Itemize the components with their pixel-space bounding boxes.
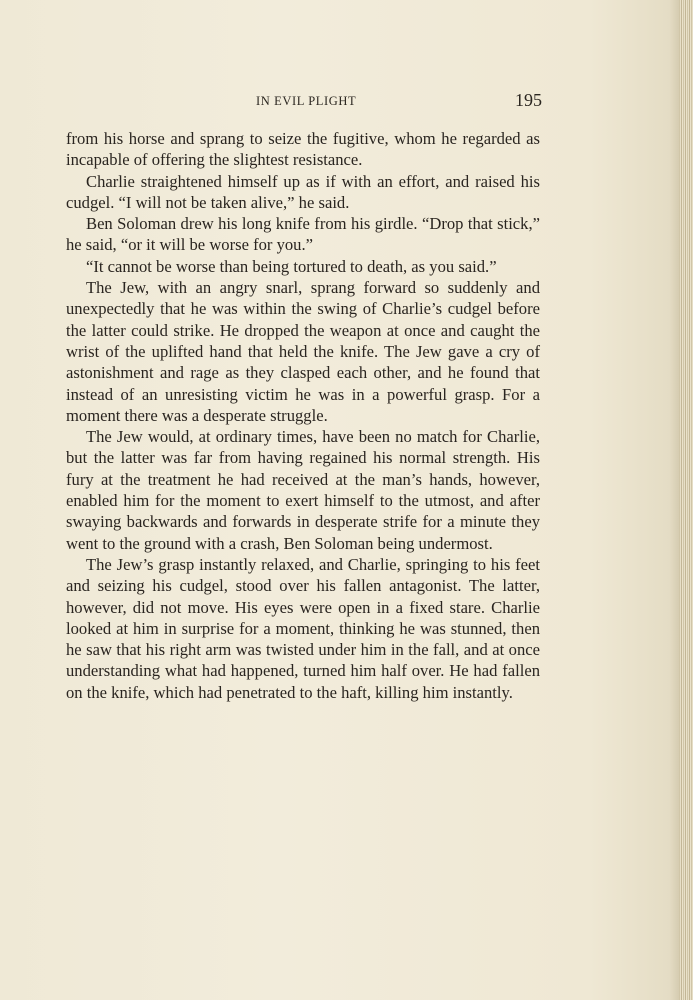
- running-head: [66, 92, 542, 114]
- paragraph-1: from his horse and sprang to seize the fugitive, whom he regarded as incapable of offering the slightest resistance.: [66, 129, 540, 170]
- body-text: [66, 128, 540, 703]
- paragraph-6: The Jew would, at ordinary times, have been no match for Charlie, but the latter was far from having regained his normal strength. His fury at the treatment he had received at the man’s hands, however, enabled him for the moment to exert himself to the utmost, and after swaying backwards and forwards in desperate strife for a minute they went to the ground with a crash, Ben Soloman being undermost.: [66, 427, 540, 553]
- page-edge-shadow: [669, 0, 679, 1000]
- paragraph-4: “It cannot be worse than being tortured to death, as you said.”: [86, 256, 497, 276]
- paragraph-7: The Jew’s grasp instantly relaxed, and Charlie, springing to his feet and seizing his cudgel, stood over his fallen antagonist. The latter, however, did not move. His eyes were open in a fixed stare. Charlie looked at him in surprise for a moment, thinking he was stunned, then he saw that his right arm was twisted under him in the fall, and at once understanding what had happened, turned him half over. He had fallen on the knife, which had penetrated to the haft, killing him instantly.: [66, 554, 540, 702]
- page-stack-edge: [679, 0, 693, 1000]
- paragraph-2: Charlie straightened himself up as if with an effort, and raised his cudgel. “I will not be taken alive,” he said.: [66, 171, 540, 212]
- page-number: 195: [515, 90, 542, 110]
- running-title: IN EVIL PLIGHT: [256, 94, 357, 108]
- paragraph-3: Ben Soloman drew his long knife from his girdle. “Drop that stick,” he said, “or it will be worse for you.”: [66, 214, 540, 255]
- paragraph-5: The Jew, with an angry snarl, sprang forward so suddenly and unexpectedly that he was within the swing of Charlie’s cudgel before the latter could strike. He dropped the weapon at once and caught the wrist of the uplifted hand that held the knife. The Jew gave a cry of astonishment and rage as they clasped each other, and he found that instead of an unresisting victim he was in a powerful grasp. For a moment there was a desperate struggle.: [66, 278, 540, 425]
